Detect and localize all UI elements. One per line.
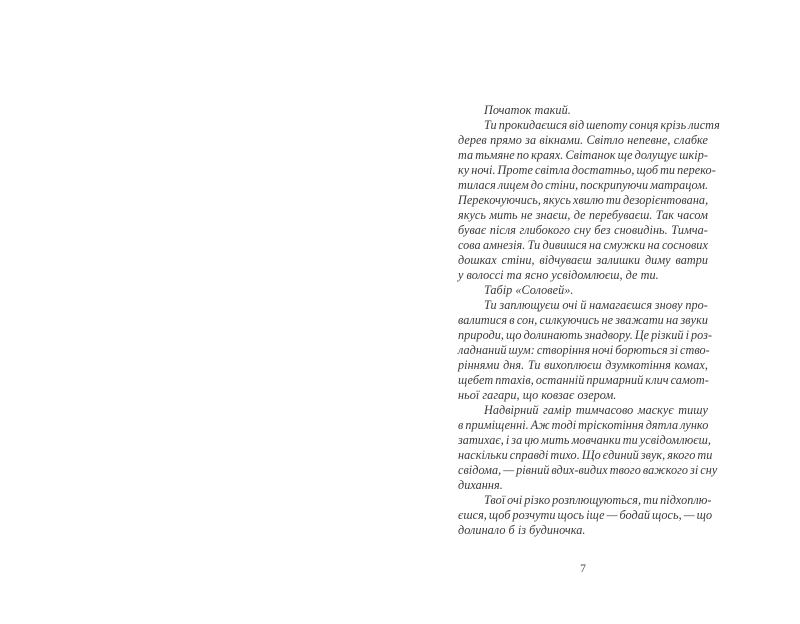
text-line (458, 313, 708, 328)
word: затихає, (458, 433, 504, 447)
text-line (458, 133, 708, 148)
word: заплющуєш (499, 298, 560, 312)
word: різко (524, 493, 551, 507)
word: створіння (536, 343, 590, 357)
page-number: 7 (580, 563, 586, 575)
word: сновидінь. (614, 223, 668, 237)
word: та (458, 148, 474, 162)
word: дятла (645, 418, 679, 432)
word: тьмяне (475, 148, 515, 162)
word: і (505, 433, 510, 447)
word: на (647, 238, 660, 252)
word: долинають (523, 328, 583, 342)
word: Ти (527, 358, 541, 372)
word: важкого (642, 463, 689, 477)
word: бодай (619, 508, 651, 522)
word: за (525, 133, 537, 147)
word: тріскотіння (578, 418, 644, 432)
text-line: дихання. (458, 478, 503, 492)
text-line: ньої гагари, що ковзає озером. (458, 388, 617, 402)
word: ство- (680, 343, 710, 357)
text-line (458, 448, 713, 463)
word: Твої (484, 493, 506, 507)
word: сонця (629, 118, 659, 132)
word: дошках (458, 253, 497, 267)
word: — (683, 508, 695, 522)
word: силкуючись (539, 313, 600, 327)
word: цю (524, 433, 540, 447)
word: шкір- (679, 148, 708, 162)
word: Світло (586, 133, 624, 147)
word: звук, (640, 448, 666, 462)
word: очі (507, 493, 523, 507)
word: щоб (636, 163, 659, 177)
word: про- (685, 298, 708, 312)
word: — (606, 508, 618, 522)
word: щоб (488, 508, 511, 522)
word: знову (654, 298, 683, 312)
word: соснових (661, 238, 708, 252)
word: знаєш, (535, 208, 571, 222)
word: Ти (484, 298, 497, 312)
word: твого (609, 463, 641, 477)
text-line (458, 208, 708, 223)
word: долущує (634, 148, 678, 162)
word: на (666, 313, 679, 327)
word: за (511, 433, 523, 447)
word: якусь (458, 208, 486, 222)
word: Аж (530, 418, 550, 432)
word: рівний (516, 463, 550, 477)
word: єдиний (602, 448, 639, 462)
word: слабке (673, 133, 708, 147)
word: звуки (680, 313, 708, 327)
text-line (458, 403, 708, 418)
word: лунко (680, 418, 709, 432)
word: матрацом. (650, 178, 709, 192)
word: самот- (670, 373, 709, 387)
word: дерев (458, 133, 487, 147)
text-line: Початок такий. (484, 103, 571, 117)
word: розплющуються, (552, 493, 642, 507)
word: Так (655, 208, 674, 222)
text-line: долинало б із будиночка. (458, 523, 586, 537)
word: свідома, (458, 463, 502, 477)
word: стіни, (501, 253, 535, 267)
word: ще (617, 148, 633, 162)
word: по (516, 148, 530, 162)
word: гамір (542, 403, 572, 417)
word: клич (645, 373, 669, 387)
word: Тимча- (671, 223, 708, 237)
word: природи, (458, 328, 505, 342)
text-line (458, 433, 711, 448)
word: щось (557, 508, 585, 522)
word: Перекочуючись, (458, 193, 541, 207)
word: на (589, 238, 602, 252)
word: поскрипуючи (580, 178, 649, 192)
word: ти (697, 448, 713, 462)
word: прокидаєшся (498, 118, 568, 132)
text-line (458, 148, 708, 163)
word: ти (660, 163, 676, 177)
word: тишу (678, 403, 708, 417)
word: переко- (677, 163, 716, 177)
text-line (458, 373, 708, 388)
word: хвилю (572, 193, 604, 207)
text-line (458, 493, 712, 508)
word: буває (458, 223, 487, 237)
text-line (458, 118, 720, 133)
word: диму (644, 253, 671, 267)
word: перебуваєш. (588, 208, 653, 222)
word: тилася (458, 178, 496, 192)
word: якого (667, 448, 696, 462)
word: ти (643, 493, 659, 507)
word: сон, (516, 313, 538, 327)
word: мить (541, 433, 570, 447)
word: тимчасово (575, 403, 634, 417)
word: амнезія. (482, 238, 526, 252)
word: ночі (591, 343, 614, 357)
word: де (573, 208, 586, 222)
word: до (530, 178, 544, 192)
word: роз- (691, 328, 713, 342)
word: після (489, 223, 516, 237)
word: приміщенні. (465, 418, 529, 432)
word: без (594, 223, 611, 237)
word: в (458, 418, 464, 432)
paragraph (458, 103, 708, 118)
text-line (458, 178, 708, 193)
word: валитися (458, 313, 508, 327)
text-line (458, 418, 708, 433)
word: мовчанки (571, 433, 621, 447)
word: залишки (596, 253, 641, 267)
word: єшся, (458, 508, 487, 522)
word: листя (688, 118, 720, 132)
word: лицем (497, 178, 529, 192)
word: часом (677, 208, 708, 222)
word: прямо (490, 133, 522, 147)
text-column (458, 103, 720, 538)
text-line (458, 298, 708, 313)
text-line: у волоссі та ясно усвідомлюєш, де ти. (458, 268, 659, 282)
word: ночі. (471, 163, 496, 177)
word: стіни, (545, 178, 579, 192)
word: усвідомлюєш, (639, 433, 711, 447)
word: мить (489, 208, 518, 222)
word: дезорієнтована, (622, 193, 709, 207)
word: в (509, 313, 515, 327)
text-line (458, 223, 708, 238)
word: очі (562, 298, 578, 312)
word: зі (690, 463, 699, 477)
word: намагаєшся (589, 298, 653, 312)
word: тоді (551, 418, 577, 432)
word: якусь (543, 193, 571, 207)
word: наскільки (458, 448, 508, 462)
paragraph (458, 118, 720, 283)
word: непевне, (627, 133, 671, 147)
word: вікнами. (539, 133, 584, 147)
text-line (458, 508, 713, 523)
word: й (580, 298, 587, 312)
word: підхоплю- (660, 493, 712, 507)
word: відчуваєш (539, 253, 592, 267)
word: птахів, (495, 373, 534, 387)
word: вдих-видих (551, 463, 608, 477)
word: краях. (531, 148, 564, 162)
word: вихоплюєш (544, 358, 602, 372)
word: зважати (615, 313, 664, 327)
word: ладнаний (458, 343, 507, 357)
word: знадвору. (584, 328, 633, 342)
word: дня. (503, 358, 525, 372)
word: примарний (586, 373, 644, 387)
word: останній (535, 373, 585, 387)
word: щось, (652, 508, 682, 522)
word: ватри (675, 253, 708, 267)
word: Що (581, 448, 601, 462)
word: тихо. (550, 448, 580, 462)
paragraph (458, 298, 713, 403)
word: сова (458, 238, 481, 252)
text-line (458, 163, 716, 178)
word: Ти (484, 118, 497, 132)
word: борються (615, 343, 668, 357)
word: що (696, 508, 713, 522)
word: ку (458, 163, 470, 177)
word: від (569, 118, 585, 132)
word: не (601, 313, 614, 327)
word: смужки (603, 238, 646, 252)
text-line: Табір «Соловей». (484, 283, 574, 297)
word: справді (509, 448, 549, 462)
text-line (458, 358, 708, 373)
word: сну (573, 223, 591, 237)
text-line (458, 193, 708, 208)
word: достатньо, (571, 163, 635, 177)
word: Надвірний (484, 403, 539, 417)
paragraph (458, 493, 713, 538)
word: Світанок (565, 148, 616, 162)
word: ти (605, 193, 621, 207)
text-line (458, 463, 718, 478)
word: щебет (458, 373, 494, 387)
word: шум: (508, 343, 535, 357)
word: світла (535, 163, 570, 177)
word: і (685, 328, 690, 342)
word: Ти (527, 238, 541, 252)
word: ріннями (458, 358, 500, 372)
word: розчути (512, 508, 556, 522)
word: маскує (637, 403, 674, 417)
word: дзумкотіння (605, 358, 671, 372)
text-line (458, 238, 708, 253)
word: різкий (651, 328, 684, 342)
word: глибокого (519, 223, 571, 237)
word: іще (586, 508, 605, 522)
word: не (520, 208, 533, 222)
word: комах, (674, 358, 708, 372)
word: що (506, 328, 522, 342)
word: ти (622, 433, 638, 447)
paragraph (458, 403, 718, 493)
text-line (458, 343, 708, 358)
word: — (503, 463, 515, 477)
text-line (458, 253, 708, 268)
word: крізь (660, 118, 687, 132)
word: Це (634, 328, 650, 342)
word: шепоту (586, 118, 628, 132)
word: сну (700, 463, 718, 477)
word: Проте (497, 163, 533, 177)
paragraph (458, 283, 708, 298)
word: дивишся (542, 238, 587, 252)
text-line (458, 328, 713, 343)
word: зі (669, 343, 679, 357)
